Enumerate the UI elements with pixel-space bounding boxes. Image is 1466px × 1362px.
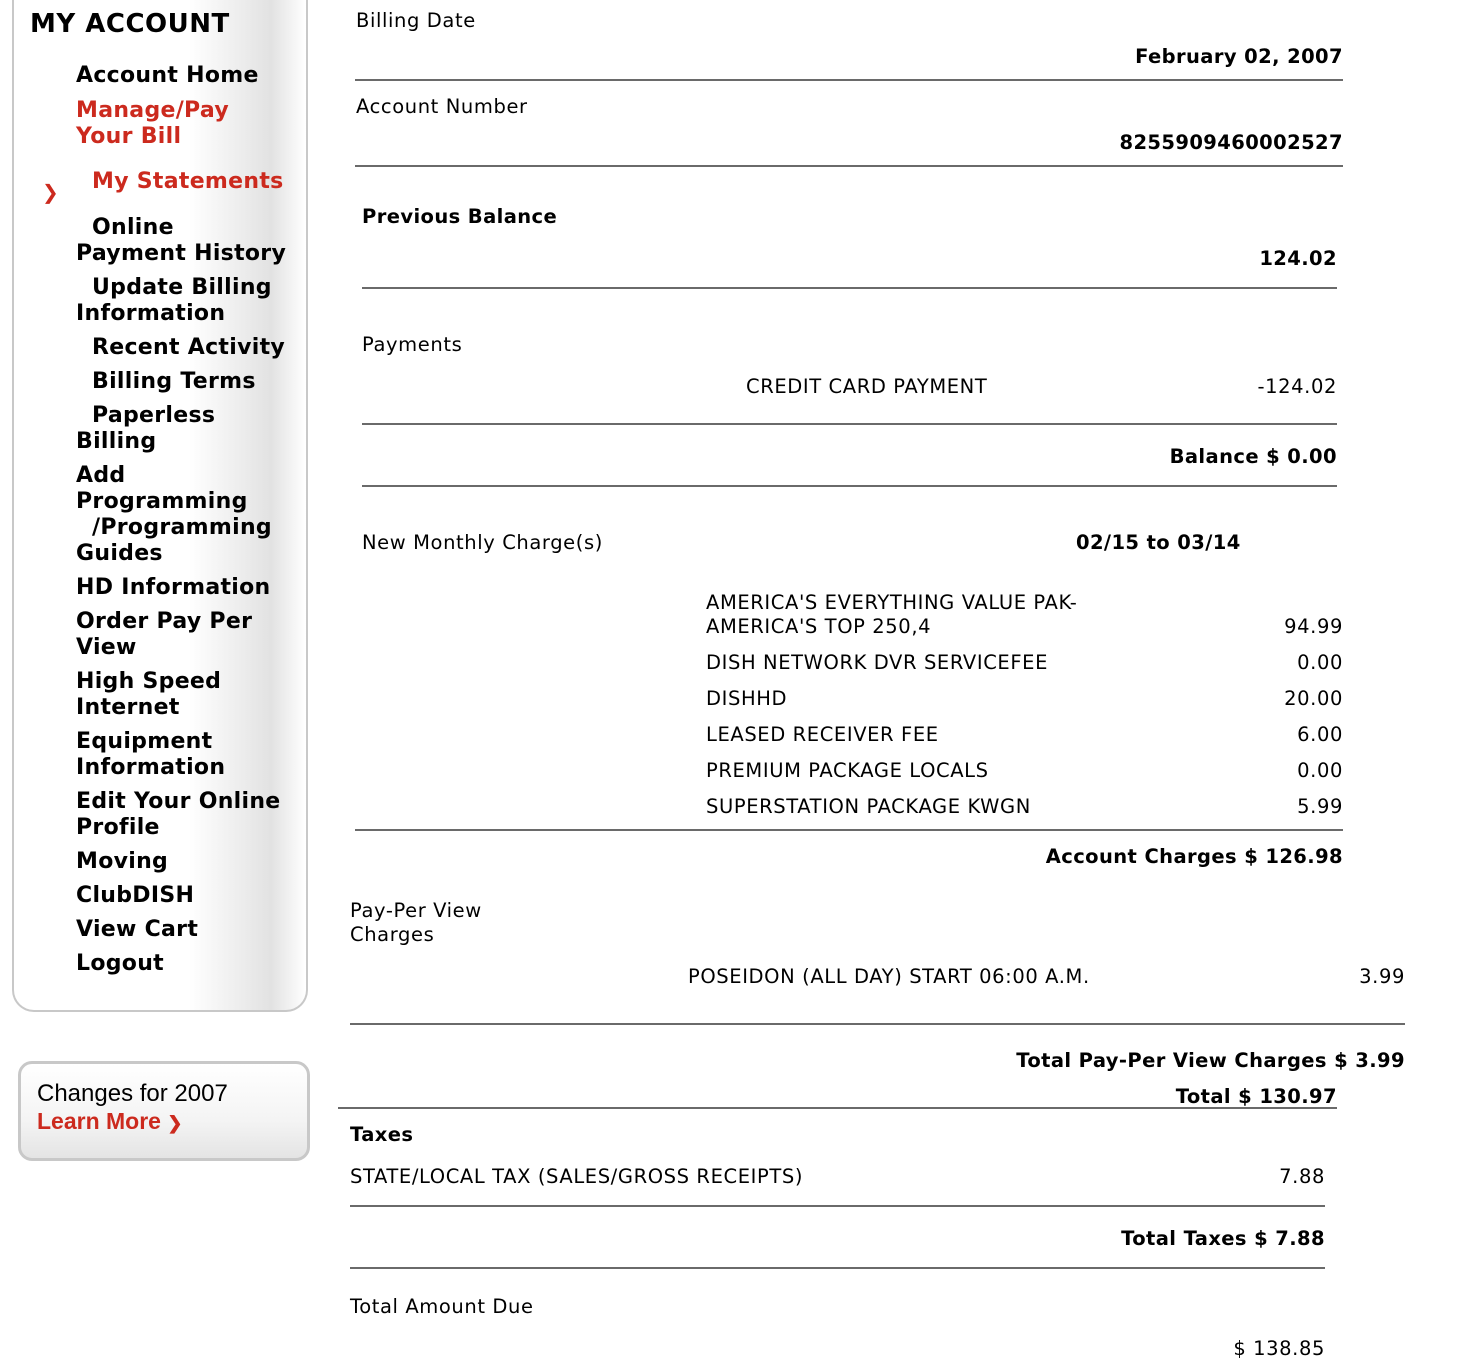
payment-amount: -124.02 bbox=[1257, 375, 1337, 398]
payment-description: CREDIT CARD PAYMENT bbox=[746, 375, 988, 398]
billing-date-label: Billing Date bbox=[356, 9, 476, 32]
sidebar-item-label: View bbox=[76, 635, 137, 660]
sidebar-item-label: Add bbox=[76, 463, 126, 488]
learn-more-label: Learn More bbox=[37, 1108, 161, 1134]
sidebar-item-label: Guides bbox=[76, 541, 163, 566]
sidebar-item-label: Online bbox=[92, 215, 174, 240]
charge-description: SUPERSTATION PACKAGE KWGN bbox=[706, 795, 1031, 818]
divider bbox=[355, 829, 1343, 831]
account-number-value: 8255909460002527 bbox=[1119, 131, 1343, 154]
monthly-charges-label: New Monthly Charge(s) bbox=[362, 531, 603, 554]
sidebar-item-label: Edit Your Online bbox=[76, 789, 281, 814]
account-number-label: Account Number bbox=[356, 95, 528, 118]
billing-date-value: February 02, 2007 bbox=[1135, 45, 1343, 68]
sidebar-item-logout[interactable]: Logout bbox=[76, 951, 164, 976]
charge-description: AMERICA'S EVERYTHING VALUE PAK- bbox=[706, 591, 1078, 614]
charge-description: PREMIUM PACKAGE LOCALS bbox=[706, 759, 989, 782]
sidebar-item-label: Update Billing bbox=[92, 275, 272, 300]
divider bbox=[350, 1205, 1325, 1207]
sidebar-item-hd-information[interactable]: HD Information bbox=[76, 575, 271, 600]
payments-label: Payments bbox=[362, 333, 463, 356]
charge-description: AMERICA'S TOP 250,4 bbox=[706, 615, 932, 638]
divider bbox=[350, 1023, 1405, 1025]
charge-amount: 0.00 bbox=[1297, 651, 1343, 674]
total-amount-due-label: Total Amount Due bbox=[350, 1295, 534, 1318]
charge-description: DISHHD bbox=[706, 687, 788, 710]
sidebar-item-label: High Speed bbox=[76, 669, 222, 694]
sidebar-item-paperless-billing[interactable] bbox=[76, 403, 215, 455]
sidebar-item-label: Internet bbox=[76, 695, 180, 720]
changes-promo-box bbox=[18, 1061, 310, 1161]
ppv-charges-label: Charges bbox=[350, 923, 435, 946]
sidebar-item-update-billing[interactable] bbox=[76, 275, 272, 327]
chevron-right-icon: ❯ bbox=[167, 1113, 183, 1133]
previous-balance-value: 124.02 bbox=[1259, 247, 1337, 270]
learn-more-link[interactable] bbox=[37, 1108, 182, 1135]
charge-amount: 6.00 bbox=[1297, 723, 1343, 746]
sidebar-item-recent-activity[interactable]: Recent Activity bbox=[92, 335, 286, 360]
divider bbox=[362, 287, 1337, 289]
ppv-item-description: POSEIDON (ALL DAY) START 06:00 A.M. bbox=[688, 965, 1090, 988]
sidebar-title: MY ACCOUNT bbox=[30, 9, 230, 39]
sidebar-item-order-pay-per-view[interactable] bbox=[76, 609, 252, 661]
promo-title: Changes for 2007 bbox=[37, 1080, 228, 1107]
sidebar-item-add-programming[interactable] bbox=[76, 463, 272, 567]
sidebar-item-label: Billing bbox=[76, 429, 157, 454]
sidebar-item-label: Your Bill bbox=[76, 124, 182, 149]
sidebar-item-label: Payment History bbox=[76, 241, 287, 266]
total-amount-due-value: $ 138.85 bbox=[1233, 1337, 1325, 1360]
divider bbox=[338, 1107, 1337, 1109]
charge-amount: 94.99 bbox=[1284, 615, 1343, 638]
account-charges-total: Account Charges $ 126.98 bbox=[1045, 845, 1343, 868]
tax-description: STATE/LOCAL TAX (SALES/GROSS RECEIPTS) bbox=[350, 1165, 804, 1188]
sidebar-item-view-cart[interactable]: View Cart bbox=[76, 917, 199, 942]
sidebar-item-equipment-information[interactable] bbox=[76, 729, 225, 781]
billing-period: 02/15 to 03/14 bbox=[1076, 531, 1241, 554]
sidebar-item-billing-terms[interactable]: Billing Terms bbox=[92, 369, 256, 394]
sidebar-item-edit-online-profile[interactable] bbox=[76, 789, 281, 841]
charge-amount: 20.00 bbox=[1284, 687, 1343, 710]
sidebar-item-label: Manage/Pay bbox=[76, 98, 229, 123]
sidebar-item-label: /Programming bbox=[92, 515, 272, 540]
balance-value: Balance $ 0.00 bbox=[1169, 445, 1337, 468]
sidebar-item-manage-pay-bill[interactable] bbox=[76, 98, 229, 150]
divider bbox=[362, 423, 1337, 425]
divider bbox=[355, 79, 1343, 81]
tax-amount: 7.88 bbox=[1279, 1165, 1325, 1188]
divider bbox=[355, 165, 1343, 167]
ppv-charges-label: Pay-Per View bbox=[350, 899, 482, 922]
sidebar-item-high-speed-internet[interactable] bbox=[76, 669, 221, 721]
sidebar-item-label: Order Pay Per bbox=[76, 609, 253, 634]
charge-description: LEASED RECEIVER FEE bbox=[706, 723, 939, 746]
sidebar-item-label: Paperless bbox=[92, 403, 216, 428]
divider bbox=[350, 1267, 1325, 1269]
charge-amount: 0.00 bbox=[1297, 759, 1343, 782]
sidebar-item-label: Profile bbox=[76, 815, 160, 840]
taxes-label: Taxes bbox=[350, 1123, 414, 1146]
previous-balance-label: Previous Balance bbox=[362, 205, 558, 228]
sidebar-item-label: Information bbox=[76, 755, 226, 780]
sidebar-item-account-home[interactable]: Account Home bbox=[76, 63, 259, 88]
sidebar-item-my-statements[interactable]: My Statements bbox=[92, 169, 284, 194]
sidebar-item-online-payment-history[interactable] bbox=[76, 215, 286, 267]
charge-amount: 5.99 bbox=[1297, 795, 1343, 818]
charge-description: DISH NETWORK DVR SERVICEFEE bbox=[706, 651, 1049, 674]
grand-subtotal: Total $ 130.97 bbox=[1175, 1085, 1337, 1108]
divider bbox=[362, 485, 1337, 487]
current-item-arrow-icon: ❯ bbox=[42, 180, 59, 204]
sidebar-item-moving[interactable]: Moving bbox=[76, 849, 169, 874]
sidebar-item-label: Information bbox=[76, 301, 226, 326]
ppv-item-amount: 3.99 bbox=[1359, 965, 1405, 988]
sidebar-item-label: Equipment bbox=[76, 729, 213, 754]
sidebar-item-clubdish[interactable]: ClubDISH bbox=[76, 883, 195, 908]
total-taxes: Total Taxes $ 7.88 bbox=[1121, 1227, 1325, 1250]
sidebar-item-label: Programming bbox=[76, 489, 248, 514]
ppv-total: Total Pay-Per View Charges $ 3.99 bbox=[1016, 1049, 1405, 1072]
